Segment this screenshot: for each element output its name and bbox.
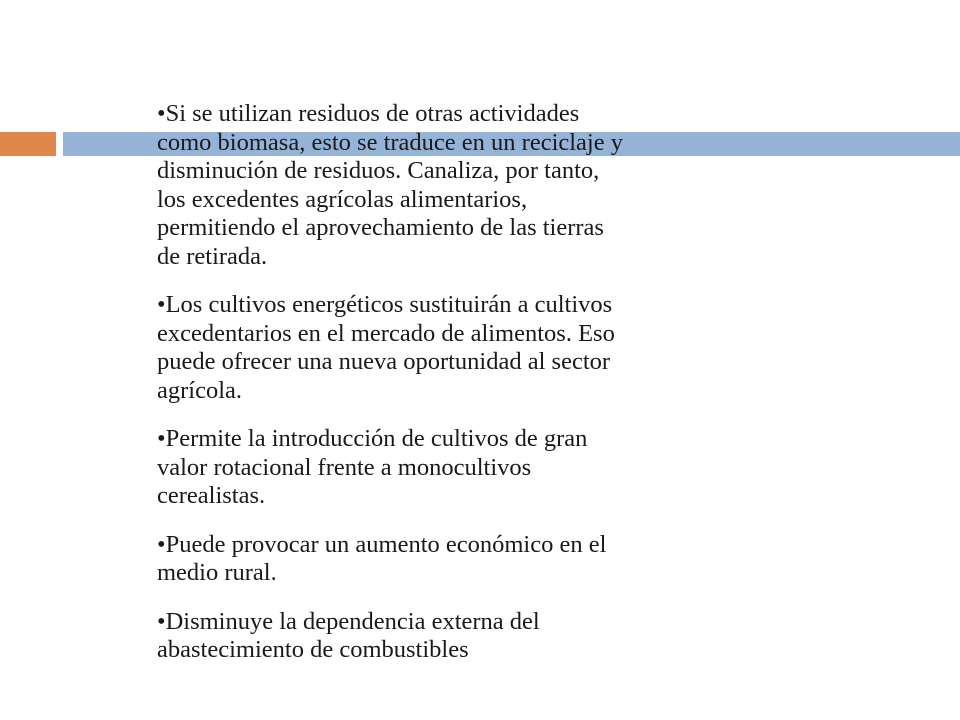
bullet-item-aumento-economico: •Puede provocar un aumento económico en el medio rural. bbox=[157, 530, 607, 586]
bullet-list bbox=[157, 100, 632, 665]
bullet-item-cultivos-energeticos: •Los cultivos energéticos sustituirán a cultivos excedentarios en el mercado de alimentos. Eso puede ofrecer una nueva oportunidad al sector agrícola. bbox=[157, 291, 615, 404]
accent-bar-orange bbox=[0, 132, 56, 156]
bullet-item-dependencia-externa: •Disminuye la dependencia externa del abastecimiento de combustibles bbox=[157, 607, 540, 663]
bullet-item-cultivos-rotacionales: •Permite la introducción de cultivos de gran valor rotacional frente a monocultivos cerealistas. bbox=[157, 425, 588, 509]
bullet-item-residuos: •Si se utilizan residuos de otras actividades como biomasa, esto se traduce en un reciclaje y disminución de residuos. Canaliza, por tanto, los excedentes agrícolas alimentarios, permitiendo el aprovechamiento de las tierras de retirada. bbox=[157, 100, 623, 270]
